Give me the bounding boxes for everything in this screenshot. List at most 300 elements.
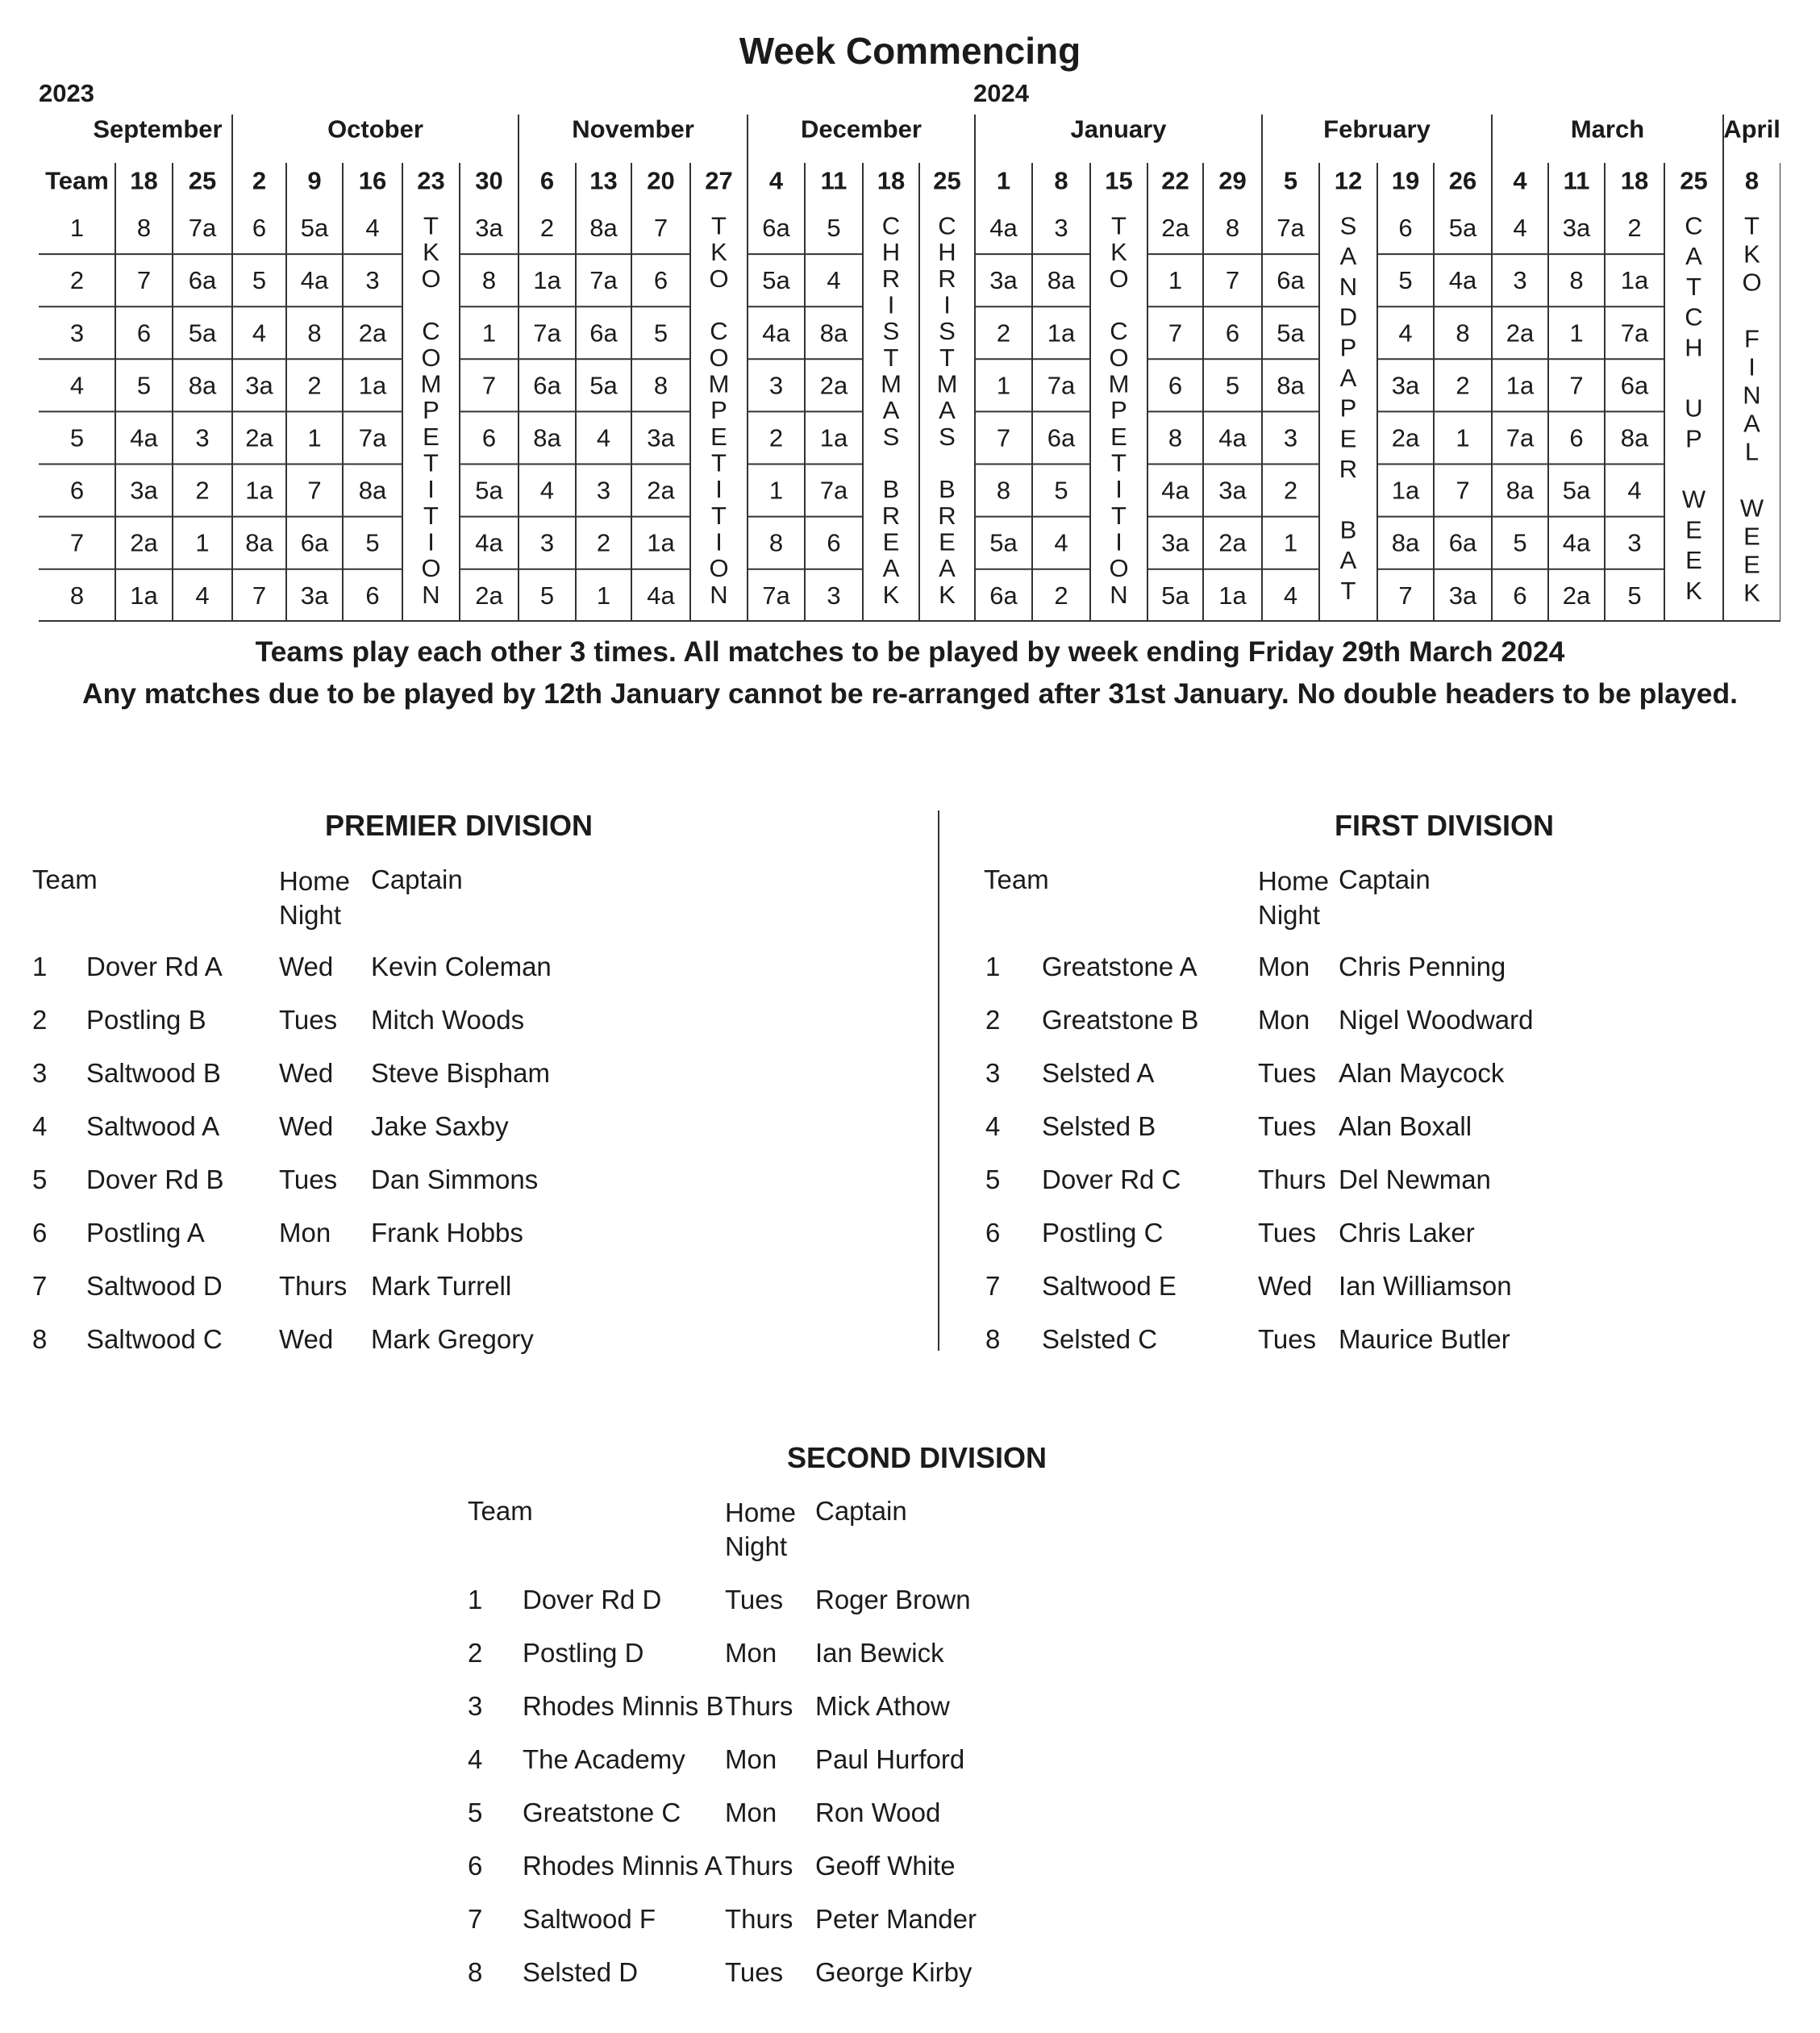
team-number-cell: 1 xyxy=(69,214,85,243)
premier-team-number: 8 xyxy=(32,1324,48,1354)
fixture-cell: 2 xyxy=(539,214,555,243)
fixture-cell: 3 xyxy=(539,528,555,557)
fixture-cell: 8a xyxy=(1391,528,1420,557)
team-number-cell: 8 xyxy=(69,581,85,610)
second-captain-name: Mick Athow xyxy=(815,1691,950,1721)
special-week-letter: S xyxy=(939,317,956,346)
fixture-cell: 3 xyxy=(195,423,210,452)
fixture-cell: 3 xyxy=(1054,214,1068,243)
month-label: December xyxy=(801,115,922,144)
week-header: 18 xyxy=(1620,166,1649,195)
fixture-cell: 6a xyxy=(1448,528,1477,557)
fixture-cell: 2 xyxy=(1627,214,1642,243)
fixture-cell: 6 xyxy=(1398,214,1413,243)
fixture-cell: 2a xyxy=(1391,423,1420,452)
fixture-cell: 1 xyxy=(1569,319,1584,348)
special-week-letter: H xyxy=(938,238,956,267)
month-label: January xyxy=(1070,115,1167,144)
fixture-cell: 5 xyxy=(252,266,267,295)
week-header: 26 xyxy=(1448,166,1477,195)
premier-captain-name: Jake Saxby xyxy=(371,1111,509,1141)
first-team-header: Team xyxy=(984,864,1049,894)
fixture-cell: 1a xyxy=(1047,319,1076,348)
fixture-cell: 1 xyxy=(768,476,784,505)
premier-captain-name: Kevin Coleman xyxy=(371,952,552,981)
fixture-schedule-table xyxy=(39,0,1780,629)
fixture-cell: 4 xyxy=(1513,214,1527,243)
fixture-cell: 4a xyxy=(130,423,158,452)
special-week-letter: B xyxy=(1339,515,1357,544)
second-home-night: Tues xyxy=(725,1585,784,1614)
special-week-letter: C xyxy=(422,317,440,346)
special-week-letter: S xyxy=(939,422,956,451)
first-home-night-header: Home Night xyxy=(1258,866,1330,930)
special-week-letter: T xyxy=(1744,211,1760,240)
first-home-night: Mon xyxy=(1258,952,1310,981)
fixture-cell: 4 xyxy=(252,319,267,348)
fixture-cell: 5a xyxy=(300,214,329,243)
week-header: 8 xyxy=(1744,166,1760,195)
fixture-cell: 2 xyxy=(996,319,1011,348)
fixture-cell: 8a xyxy=(819,319,848,348)
special-week-letter: P xyxy=(1339,333,1357,362)
first-team-number: 1 xyxy=(985,952,1001,981)
fixture-cell: 1 xyxy=(481,319,497,348)
fixture-cell: 2 xyxy=(195,476,210,505)
special-week-letter: R xyxy=(938,264,956,293)
premier-team-name: Postling A xyxy=(86,1218,205,1248)
week-header: 11 xyxy=(1563,166,1590,195)
first-team-name: Selsted A xyxy=(1042,1058,1155,1088)
fixture-cell: 1a xyxy=(358,371,387,400)
team-number-cell: 4 xyxy=(69,371,85,400)
fixture-cell: 6a xyxy=(533,371,561,400)
special-week-letter: N xyxy=(1110,580,1128,609)
note-play-each-other: Teams play each other 3 times. All matches to be played by week ending Friday 29th March 2024 xyxy=(255,635,1565,668)
special-week-letter: E xyxy=(1685,515,1702,544)
special-week-letter: A xyxy=(882,396,900,425)
fixture-cell: 7a xyxy=(1506,423,1535,452)
special-week-letter: R xyxy=(881,264,901,293)
premier-captain-header: Captain xyxy=(371,864,463,894)
special-week-letter: H xyxy=(881,238,901,267)
special-week-letter: K xyxy=(423,238,439,267)
fixture-cell: 3 xyxy=(827,581,841,610)
fixture-cell: 2 xyxy=(307,371,322,400)
premier-team-name: Dover Rd B xyxy=(86,1164,224,1194)
fixture-cell: 1 xyxy=(1168,266,1183,295)
fixture-cell: 6 xyxy=(365,581,380,610)
premier-captain-name: Mark Turrell xyxy=(371,1271,512,1301)
premier-team-name: Saltwood A xyxy=(86,1111,220,1141)
fixture-cell: 7 xyxy=(1569,371,1584,400)
team-number-cell: 5 xyxy=(69,423,85,452)
fixture-cell: 8a xyxy=(533,423,561,452)
team-number-cell: 7 xyxy=(69,528,85,557)
special-week-letter: W xyxy=(1739,494,1764,523)
fixture-cell: 6 xyxy=(1569,423,1584,452)
week-header: 15 xyxy=(1105,166,1133,195)
special-week-letter: R xyxy=(938,501,956,530)
week-header: 9 xyxy=(307,166,322,195)
second-division-title: SECOND DIVISION xyxy=(787,1441,1047,1474)
special-week-letter: I xyxy=(1748,352,1755,381)
week-header: 4 xyxy=(1513,166,1527,195)
second-team-number: 2 xyxy=(468,1638,483,1668)
fixture-cell: 3 xyxy=(596,476,611,505)
second-team-name: The Academy xyxy=(523,1744,685,1774)
first-team-number: 4 xyxy=(985,1111,1001,1141)
special-week-letter: A xyxy=(1685,242,1702,271)
fixture-cell: 1a xyxy=(1620,266,1649,295)
month-label: October xyxy=(327,115,423,144)
premier-captain-name: Steve Bispham xyxy=(371,1058,550,1088)
special-week-letter: M xyxy=(881,369,902,398)
special-week-letter: I xyxy=(1115,527,1122,556)
special-week-letter: K xyxy=(882,580,900,609)
premier-captain-name: Dan Simmons xyxy=(371,1164,539,1194)
fixture-cell: 8a xyxy=(245,528,273,557)
fixture-cell: 3a xyxy=(1391,371,1420,400)
special-week-letter: B xyxy=(939,475,956,504)
special-week-letter: A xyxy=(1339,546,1357,575)
division-divider xyxy=(938,810,939,1351)
fixture-cell: 3a xyxy=(1218,476,1247,505)
fixture-cell: 1a xyxy=(1506,371,1535,400)
fixture-cell: 3a xyxy=(989,266,1018,295)
fixture-cell: 7 xyxy=(1225,266,1240,295)
fixture-cell: 6 xyxy=(481,423,497,452)
second-captain-name: George Kirby xyxy=(815,1957,972,1987)
fixture-cell: 8a xyxy=(1620,423,1649,452)
special-week-letter: O xyxy=(1109,264,1129,293)
fixture-cell: 3a xyxy=(1562,214,1591,243)
special-week-letter: E xyxy=(710,422,727,451)
premier-team-number: 1 xyxy=(32,952,48,981)
first-team-number: 6 xyxy=(985,1218,1001,1248)
fixture-cell: 8a xyxy=(358,476,387,505)
special-week-letter: S xyxy=(882,317,900,346)
special-week-letter: K xyxy=(710,238,727,267)
second-team-number: 1 xyxy=(468,1585,483,1614)
special-week-letter: I xyxy=(427,527,435,556)
fixture-cell: 4a xyxy=(762,319,790,348)
fixture-cell: 8a xyxy=(1276,371,1305,400)
special-week-letter: S xyxy=(882,422,900,451)
fixture-cell: 7 xyxy=(1398,581,1413,610)
fixture-cell: 1 xyxy=(307,423,322,452)
fixture-cell: 7a xyxy=(819,476,848,505)
fixture-cell: 7 xyxy=(307,476,322,505)
second-team-number: 6 xyxy=(468,1851,483,1881)
premier-home-night: Mon xyxy=(279,1218,331,1248)
fixture-cell: 4a xyxy=(475,528,503,557)
second-home-night-header: Home Night xyxy=(725,1498,797,1561)
second-captain-name: Ian Bewick xyxy=(815,1638,944,1668)
special-week-letter: T xyxy=(711,211,727,240)
first-captain-name: Alan Maycock xyxy=(1339,1058,1505,1088)
special-week-letter: A xyxy=(882,554,900,583)
premier-team-number: 3 xyxy=(32,1058,48,1088)
premier-team-number: 4 xyxy=(32,1111,48,1141)
fixture-cell: 5a xyxy=(1276,319,1305,348)
first-team-name: Greatstone B xyxy=(1042,1005,1199,1035)
fixture-cell: 8 xyxy=(1168,423,1183,452)
fixture-cell: 5a xyxy=(1562,476,1591,505)
team-number-cell: 6 xyxy=(69,476,85,505)
first-home-night: Thurs xyxy=(1258,1164,1326,1194)
week-header: 5 xyxy=(1283,166,1298,195)
fixture-cell: 6 xyxy=(252,214,267,243)
fixture-cell: 6 xyxy=(136,319,152,348)
fixture-cell: 6a xyxy=(1047,423,1076,452)
fixture-cell: 2a xyxy=(819,371,848,400)
fixture-cell: 7a xyxy=(1047,371,1076,400)
fixture-cell: 8a xyxy=(1506,476,1535,505)
special-week-letter: K xyxy=(939,580,956,609)
special-week-letter: H xyxy=(1685,333,1703,362)
fixture-cell: 5 xyxy=(1054,476,1068,505)
premier-home-night: Wed xyxy=(279,952,334,981)
second-home-night: Mon xyxy=(725,1744,777,1774)
fixture-cell: 5 xyxy=(1225,371,1240,400)
fixture-cell: 8 xyxy=(481,266,497,295)
first-team-name: Dover Rd C xyxy=(1042,1164,1181,1194)
special-week-letter: M xyxy=(936,369,958,398)
fixture-cell: 7a xyxy=(1276,214,1305,243)
fixture-cell: 4 xyxy=(1627,476,1642,505)
second-captain-name: Roger Brown xyxy=(815,1585,971,1614)
special-week-letter: P xyxy=(1685,424,1702,453)
second-captain-name: Geoff White xyxy=(815,1851,956,1881)
second-team-number: 3 xyxy=(468,1691,483,1721)
special-week-letter: T xyxy=(423,448,439,477)
fixture-cell: 5 xyxy=(1513,528,1527,557)
week-header: 23 xyxy=(417,166,445,195)
special-week-letter: P xyxy=(423,396,439,425)
fixture-cell: 7 xyxy=(481,371,497,400)
first-team-name: Postling C xyxy=(1042,1218,1164,1248)
fixture-cell: 7a xyxy=(589,266,618,295)
fixture-cell: 4a xyxy=(1448,266,1477,295)
premier-captain-name: Mitch Woods xyxy=(371,1005,525,1035)
team-column-header: Team xyxy=(45,166,109,195)
special-week-letter: S xyxy=(1339,211,1357,240)
special-week-letter: N xyxy=(710,580,728,609)
week-header: 25 xyxy=(188,166,217,195)
premier-home-night: Tues xyxy=(279,1164,338,1194)
fixture-cell: 2a xyxy=(358,319,387,348)
first-division-title: FIRST DIVISION xyxy=(1335,809,1555,842)
special-week-letter: M xyxy=(708,369,730,398)
fixture-cell: 5a xyxy=(989,528,1018,557)
fixture-cell: 8 xyxy=(307,319,322,348)
fixture-cell: 8 xyxy=(136,214,152,243)
fixture-cell: 6a xyxy=(989,581,1018,610)
week-header: 1 xyxy=(996,166,1011,195)
fixture-cell: 7 xyxy=(1456,476,1470,505)
special-week-letter: R xyxy=(1339,455,1358,484)
fixture-cell: 3a xyxy=(1161,528,1189,557)
second-team-number: 4 xyxy=(468,1744,483,1774)
fixture-cell: 5 xyxy=(653,319,668,348)
fixture-cell: 2a xyxy=(647,476,675,505)
fixture-cell: 4a xyxy=(989,214,1018,243)
fixture-cell: 4 xyxy=(195,581,210,610)
fixture-cell: 1 xyxy=(1283,528,1298,557)
premier-team-number: 7 xyxy=(32,1271,48,1301)
fixture-cell: 3a xyxy=(1448,581,1477,610)
special-week-letter: I xyxy=(943,290,951,319)
special-week-letter: T xyxy=(1686,272,1701,301)
fixture-cell: 3a xyxy=(475,214,503,243)
first-team-number: 8 xyxy=(985,1324,1001,1354)
fixture-cell: 5 xyxy=(136,371,152,400)
week-header: 18 xyxy=(130,166,158,195)
special-week-letter: K xyxy=(1110,238,1127,267)
fixture-cell: 7a xyxy=(762,581,790,610)
week-header: 4 xyxy=(768,166,784,195)
premier-team-number: 5 xyxy=(32,1164,48,1194)
second-captain-name: Paul Hurford xyxy=(815,1744,965,1774)
special-week-letter: A xyxy=(939,396,956,425)
special-week-letter: E xyxy=(1110,422,1127,451)
special-week-letter: O xyxy=(1109,343,1129,372)
fixture-cell: 4a xyxy=(647,581,675,610)
special-week-letter: C xyxy=(938,211,956,240)
special-week-letter: P xyxy=(1110,396,1127,425)
week-header: 2 xyxy=(252,166,267,195)
fixture-cell: 6 xyxy=(1168,371,1183,400)
premier-team-name: Dover Rd A xyxy=(86,952,223,981)
second-captain-header: Captain xyxy=(815,1496,907,1526)
fixture-cell: 5 xyxy=(365,528,380,557)
fixture-cell: 4a xyxy=(1562,528,1591,557)
fixture-cell: 7 xyxy=(1168,319,1183,348)
page-title: Week Commencing xyxy=(739,30,1081,72)
special-week-letter: O xyxy=(709,343,729,372)
fixture-cell: 5a xyxy=(589,371,618,400)
fixture-cell: 1a xyxy=(647,528,675,557)
special-week-letter: D xyxy=(1339,302,1358,331)
special-week-letter: P xyxy=(1339,394,1357,423)
fixture-cell: 1a xyxy=(1391,476,1420,505)
week-header: 6 xyxy=(539,166,555,195)
special-week-letter: I xyxy=(1115,475,1122,504)
special-week-letter: A xyxy=(1743,409,1760,438)
first-team-name: Greatstone A xyxy=(1042,952,1197,981)
special-week-letter: N xyxy=(1743,381,1761,410)
second-home-night: Thurs xyxy=(725,1691,793,1721)
week-header: 19 xyxy=(1391,166,1420,195)
special-week-letter: T xyxy=(423,211,439,240)
fixture-cell: 2 xyxy=(1054,581,1068,610)
special-week-letter: C xyxy=(881,211,901,240)
special-week-letter: I xyxy=(715,475,723,504)
fixture-cell: 6a xyxy=(762,214,790,243)
special-week-letter: T xyxy=(1111,448,1127,477)
second-team-name: Saltwood F xyxy=(523,1904,656,1934)
first-team-number: 7 xyxy=(985,1271,1001,1301)
special-week-letter: K xyxy=(1743,240,1760,269)
first-team-name: Selsted C xyxy=(1042,1324,1158,1354)
special-week-letter: E xyxy=(1685,546,1702,575)
special-week-letter: T xyxy=(1111,501,1127,530)
first-home-night: Wed xyxy=(1258,1271,1313,1301)
week-header: 12 xyxy=(1334,166,1363,195)
fixture-cell: 4 xyxy=(365,214,380,243)
week-header: 27 xyxy=(705,166,733,195)
fixture-cell: 5 xyxy=(1627,581,1642,610)
fixture-cell: 8 xyxy=(1456,319,1470,348)
special-week-letter: O xyxy=(1742,268,1762,297)
fixture-cell: 7a xyxy=(358,423,387,452)
fixture-cell: 2 xyxy=(1283,476,1298,505)
special-week-letter: F xyxy=(1744,324,1760,353)
special-week-letter: M xyxy=(420,369,442,398)
second-team-header: Team xyxy=(468,1496,533,1526)
special-week-letter: A xyxy=(1339,242,1357,271)
special-week-letter: E xyxy=(1743,522,1760,551)
fixture-cell: 4a xyxy=(1218,423,1247,452)
special-week-letter: O xyxy=(709,554,729,583)
fixture-cell: 3 xyxy=(1283,423,1298,452)
fixture-cell: 6a xyxy=(1620,371,1649,400)
premier-captain-name: Mark Gregory xyxy=(371,1324,534,1354)
special-week-letter: O xyxy=(709,264,729,293)
fixture-cell: 1a xyxy=(533,266,561,295)
special-week-letter: R xyxy=(881,501,901,530)
special-week-letter: I xyxy=(427,475,435,504)
fixture-cell: 2 xyxy=(1456,371,1470,400)
fixture-cell: 2a xyxy=(475,581,503,610)
fixture-cell: 8a xyxy=(188,371,217,400)
fixture-cell: 3 xyxy=(1513,266,1527,295)
month-label: March xyxy=(1570,115,1645,144)
premier-team-name: Saltwood C xyxy=(86,1324,223,1354)
first-captain-name: Chris Laker xyxy=(1339,1218,1475,1248)
fixture-cell: 2a xyxy=(130,528,158,557)
fixture-cell: 8 xyxy=(1225,214,1240,243)
special-week-letter: T xyxy=(423,501,439,530)
premier-team-name: Saltwood D xyxy=(86,1271,223,1301)
fixture-cell: 3a xyxy=(300,581,329,610)
special-week-letter: W xyxy=(1681,485,1706,514)
special-week-letter: E xyxy=(939,527,956,556)
premier-team-name: Saltwood B xyxy=(86,1058,221,1088)
special-week-letter: B xyxy=(882,475,900,504)
fixture-cell: 4 xyxy=(1283,581,1298,610)
fixture-cell: 7 xyxy=(136,266,152,295)
fixture-cell: 5 xyxy=(539,581,555,610)
fixture-cell: 4 xyxy=(1054,528,1068,557)
year-2024-label: 2024 xyxy=(973,79,1029,107)
fixture-cell: 7 xyxy=(653,214,668,243)
fixture-cell: 6 xyxy=(827,528,841,557)
premier-team-number: 6 xyxy=(32,1218,48,1248)
fixture-cell: 1 xyxy=(996,371,1011,400)
special-week-letter: E xyxy=(423,422,439,451)
team-number-cell: 2 xyxy=(69,266,85,295)
fixture-cell: 4 xyxy=(596,423,611,452)
fixture-cell: 8 xyxy=(768,528,784,557)
second-team-name: Selsted D xyxy=(523,1957,639,1987)
week-header: 20 xyxy=(647,166,675,195)
week-header: 13 xyxy=(589,166,618,195)
special-week-letter: I xyxy=(715,527,723,556)
premier-team-number: 2 xyxy=(32,1005,48,1035)
special-week-letter: C xyxy=(1685,211,1703,240)
